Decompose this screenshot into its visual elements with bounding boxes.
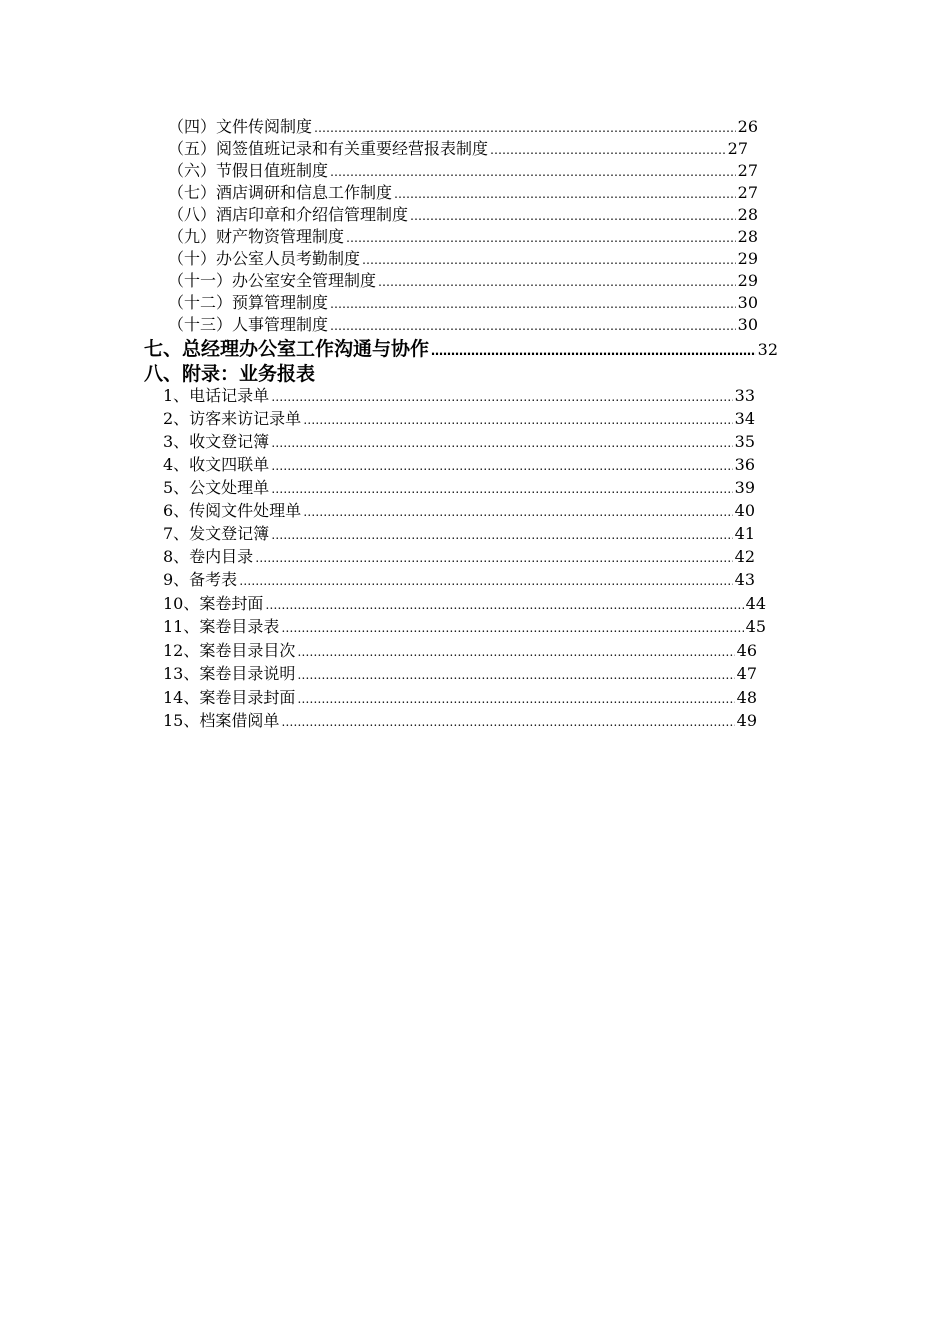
toc-entry[interactable] — [163, 432, 755, 452]
toc-section-heading — [144, 362, 544, 386]
toc-entry-page: 39 — [734, 478, 755, 497]
dot-leader — [265, 595, 743, 614]
toc-entry-label: （五）阅签值班记录和有关重要经营报表制度 — [168, 139, 489, 158]
dot-leader — [297, 689, 734, 708]
dot-leader — [410, 206, 736, 225]
toc-entry-page: 28 — [737, 227, 758, 246]
toc-entry[interactable] — [163, 641, 757, 661]
toc-entry-label: 7、发文登记簿 — [163, 524, 270, 543]
toc-entry[interactable] — [163, 547, 755, 567]
toc-entry-page: 33 — [734, 386, 755, 405]
dot-leader — [330, 162, 736, 181]
toc-entry-page: 40 — [734, 501, 755, 520]
toc-entry-page: 42 — [734, 547, 755, 566]
toc-entry-label: （十二）预算管理制度 — [168, 293, 329, 312]
toc-entry[interactable] — [168, 183, 758, 203]
dot-leader — [271, 479, 732, 498]
toc-entry-page: 36 — [734, 455, 755, 474]
toc-entry-page: 48 — [736, 688, 757, 707]
dot-leader — [362, 250, 736, 269]
toc-entry[interactable] — [168, 117, 758, 137]
toc-entry-page: 26 — [737, 117, 758, 136]
toc-entry-page: 45 — [745, 617, 766, 636]
toc-entry[interactable] — [168, 205, 758, 225]
toc-entry-page: 29 — [737, 271, 758, 290]
toc-entry-label: 8、卷内目录 — [163, 547, 254, 566]
toc-entry-label: 6、传阅文件处理单 — [163, 501, 302, 520]
dot-leader — [297, 642, 734, 661]
dot-leader — [303, 410, 732, 429]
toc-entry-label: （十）办公室人员考勤制度 — [168, 249, 361, 268]
toc-entry-page: 30 — [737, 315, 758, 334]
toc-entry-page: 28 — [737, 205, 758, 224]
dot-leader — [297, 665, 734, 684]
toc-entry-page: 41 — [734, 524, 755, 543]
dot-leader — [378, 272, 736, 291]
dot-leader — [314, 118, 736, 137]
toc-entry-label: 5、公文处理单 — [163, 478, 270, 497]
toc-entry-page: 46 — [736, 641, 757, 660]
dot-leader — [330, 316, 736, 335]
toc-entry-label: 13、案卷目录说明 — [163, 664, 296, 683]
dot-leader — [271, 387, 732, 406]
toc-entry[interactable] — [163, 455, 755, 475]
dot-leader — [394, 184, 736, 203]
toc-entry[interactable] — [163, 478, 755, 498]
toc-entry-page: 27 — [737, 183, 758, 202]
toc-entry-label: （六）节假日值班制度 — [168, 161, 329, 180]
toc-entry-label: （七）酒店调研和信息工作制度 — [168, 183, 393, 202]
toc-entry-label: （十三）人事管理制度 — [168, 315, 329, 334]
toc-entry-label: 4、收文四联单 — [163, 455, 270, 474]
toc-section-label: 七、总经理办公室工作沟通与协作 — [144, 338, 430, 360]
toc-entry[interactable] — [163, 688, 757, 708]
toc-entry[interactable] — [163, 409, 755, 429]
toc-entry-page: 30 — [737, 293, 758, 312]
toc-entry-page: 49 — [736, 711, 757, 730]
dot-leader — [271, 525, 732, 544]
toc-entry-label: 2、访客来访记录单 — [163, 409, 302, 428]
dot-leader — [281, 618, 743, 637]
toc-entry[interactable] — [168, 271, 758, 291]
toc-entry[interactable] — [168, 315, 758, 335]
toc-entry-page: 29 — [737, 249, 758, 268]
toc-entry-label: （十一）办公室安全管理制度 — [168, 271, 377, 290]
toc-section-page: 32 — [757, 340, 778, 359]
toc-entry-page: 34 — [734, 409, 755, 428]
toc-entry-page: 27 — [737, 161, 758, 180]
dot-leader — [346, 228, 736, 247]
toc-entry-page: 27 — [727, 139, 748, 158]
toc-entry[interactable] — [163, 501, 755, 521]
dot-leader — [271, 433, 732, 452]
toc-entry[interactable] — [163, 594, 766, 614]
toc-entry[interactable] — [163, 711, 757, 731]
toc-entry[interactable] — [168, 249, 758, 269]
toc-entry-page: 35 — [734, 432, 755, 451]
toc-entry-label: 10、案卷封面 — [163, 594, 264, 613]
toc-entry-label: （九）财产物资管理制度 — [168, 227, 345, 246]
toc-entry[interactable] — [163, 664, 757, 684]
toc-entry[interactable] — [168, 139, 748, 159]
dot-leader — [239, 571, 732, 590]
toc-entry-label: 1、电话记录单 — [163, 386, 270, 405]
toc-entry-page: 44 — [745, 594, 766, 613]
dot-leader — [490, 140, 726, 159]
dot-leader — [271, 456, 732, 475]
dot-leader — [330, 294, 736, 313]
toc-entry[interactable] — [163, 524, 755, 544]
toc-entry[interactable] — [163, 617, 766, 637]
dot-leader — [255, 548, 732, 567]
toc-entry-label: 9、备考表 — [163, 570, 238, 589]
toc-entry-page: 43 — [734, 570, 755, 589]
toc-entry-label: （八）酒店印章和介绍信管理制度 — [168, 205, 409, 224]
dot-leader — [303, 502, 732, 521]
toc-entry-label: 3、收文登记簿 — [163, 432, 270, 451]
toc-entry-label: 14、案卷目录封面 — [163, 688, 296, 707]
toc-entry-label: 15、档案借阅单 — [163, 711, 280, 730]
toc-entry-page: 47 — [736, 664, 757, 683]
toc-entry-label: （四）文件传阅制度 — [168, 117, 313, 136]
toc-entry-label: 11、案卷目录表 — [163, 617, 280, 636]
toc-entry-label: 12、案卷目录目次 — [163, 641, 296, 660]
toc-section-heading[interactable] — [144, 337, 778, 361]
toc-entry[interactable] — [168, 227, 758, 247]
toc-entry[interactable] — [168, 293, 758, 313]
toc-section-label: 八、附录：业务报表 — [144, 363, 316, 385]
dot-leader — [281, 712, 734, 731]
toc-entry[interactable] — [168, 161, 758, 181]
toc-entry[interactable] — [163, 570, 755, 590]
toc-entry[interactable] — [163, 386, 755, 406]
dot-leader — [431, 339, 756, 361]
